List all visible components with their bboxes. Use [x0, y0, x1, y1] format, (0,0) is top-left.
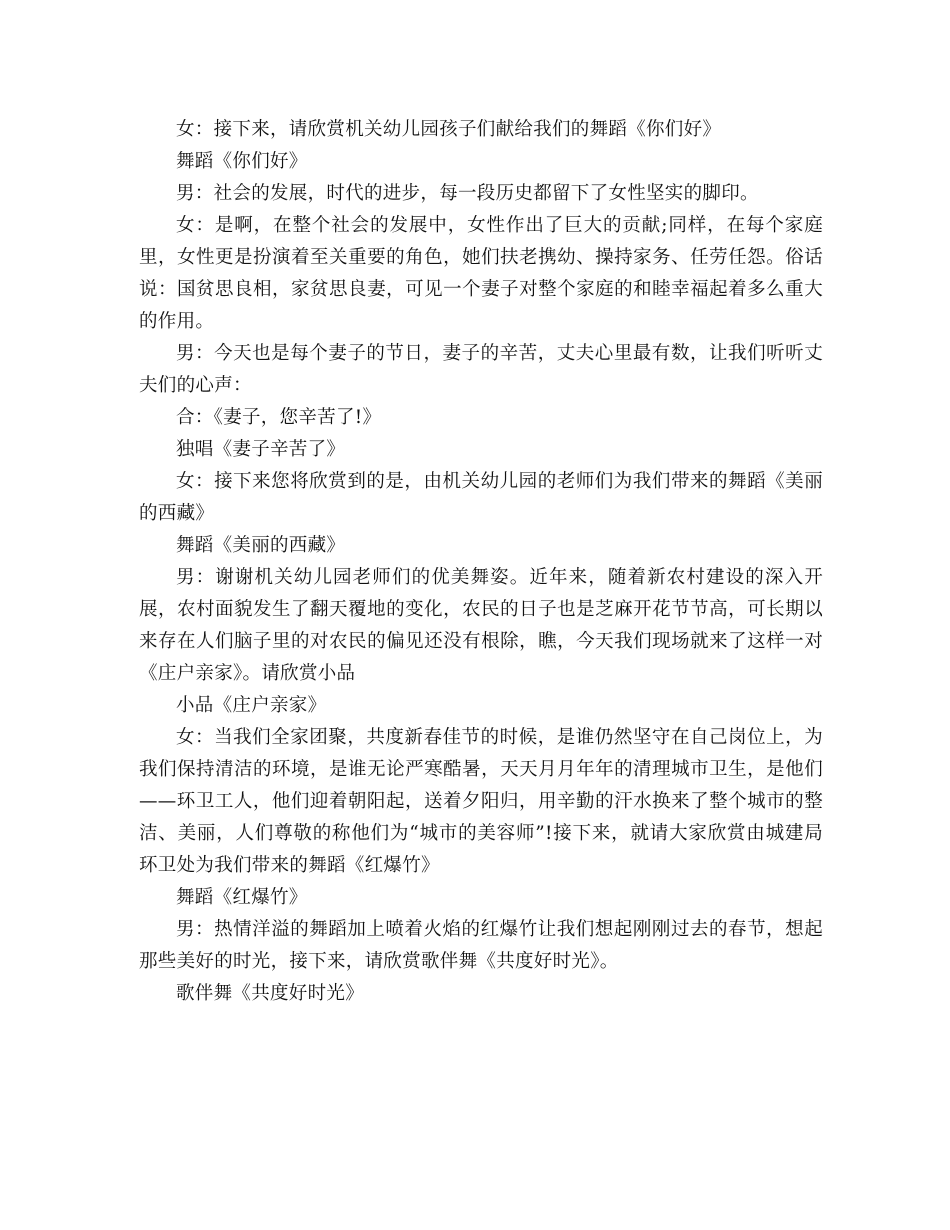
paragraph-1: 女：接下来，请欣赏机关幼儿园孩子们献给我们的舞蹈《你们好》 [176, 119, 722, 140]
paragraph-12: 女：当我们全家团聚，共度新春佳节的时候，是谁仍然坚守在自己岗位上，为我们保持清洁的环境，是谁无论严寒酷暑，天天月月年年的清理城市卫生，是他们——环卫工人，他们迎着朝阳起，送着夕阳归，用辛勤的汗水换来了整个城市的整洁、美丽，人们尊敬的称他们为“城市的美容师”!接下来，就请大家欣赏由城建局环卫处为我们带来的舞蹈《红爆竹》 [139, 727, 823, 876]
paragraph-4: 女：是啊，在整个社会的发展中，女性作出了巨大的贡献;同样，在每个家庭里，女性更是扮演着至关重要的角色，她们扶老携幼、操持家务、任劳任怨。俗话说：国贫思良相，家贫思良妻，可见一个妻子对整个家庭的和睦幸福起着多么重大的作用。 [139, 215, 823, 332]
paragraph-15: 歌伴舞《共度好时光》 [176, 983, 365, 1004]
paragraph-9: 舞蹈《美丽的西藏》 [176, 535, 346, 556]
paragraph-11: 小品《庄户亲家》 [176, 695, 327, 716]
paragraph-13: 舞蹈《红爆竹》 [176, 887, 308, 908]
paragraph-8: 女：接下来您将欣赏到的是，由机关幼儿园的老师们为我们带来的舞蹈《美丽的西藏》 [139, 471, 823, 524]
paragraph-7: 独唱《妻子辛苦了》 [176, 439, 346, 460]
paragraph-6: 合：《妻子，您辛苦了!》 [176, 407, 382, 428]
paragraph-2: 舞蹈《你们好》 [176, 151, 308, 172]
paragraph-14: 男：热情洋溢的舞蹈加上喷着火焰的红爆竹让我们想起刚刚过去的春节，想起那些美好的时光，接下来，请欣赏歌伴舞《共度好时光》。 [139, 919, 823, 972]
paragraph-10: 男：谢谢机关幼儿园老师们的优美舞姿。近年来，随着新农村建设的深入开展，农村面貌发生了翻天覆地的变化，农民的日子也是芝麻开花节节高，可长期以来存在人们脑子里的对农民的偏见还没有根除，瞧，今天我们现场就来了这样一对《庄户亲家》。请欣赏小品 [139, 567, 823, 684]
paragraph-5: 男：今天也是每个妻子的节日，妻子的辛苦，丈夫心里最有数，让我们听听丈夫们的心声： [139, 343, 823, 396]
document-body [139, 114, 823, 1010]
paragraph-3: 男：社会的发展，时代的进步，每一段历史都留下了女性坚实的脚印。 [176, 183, 759, 204]
